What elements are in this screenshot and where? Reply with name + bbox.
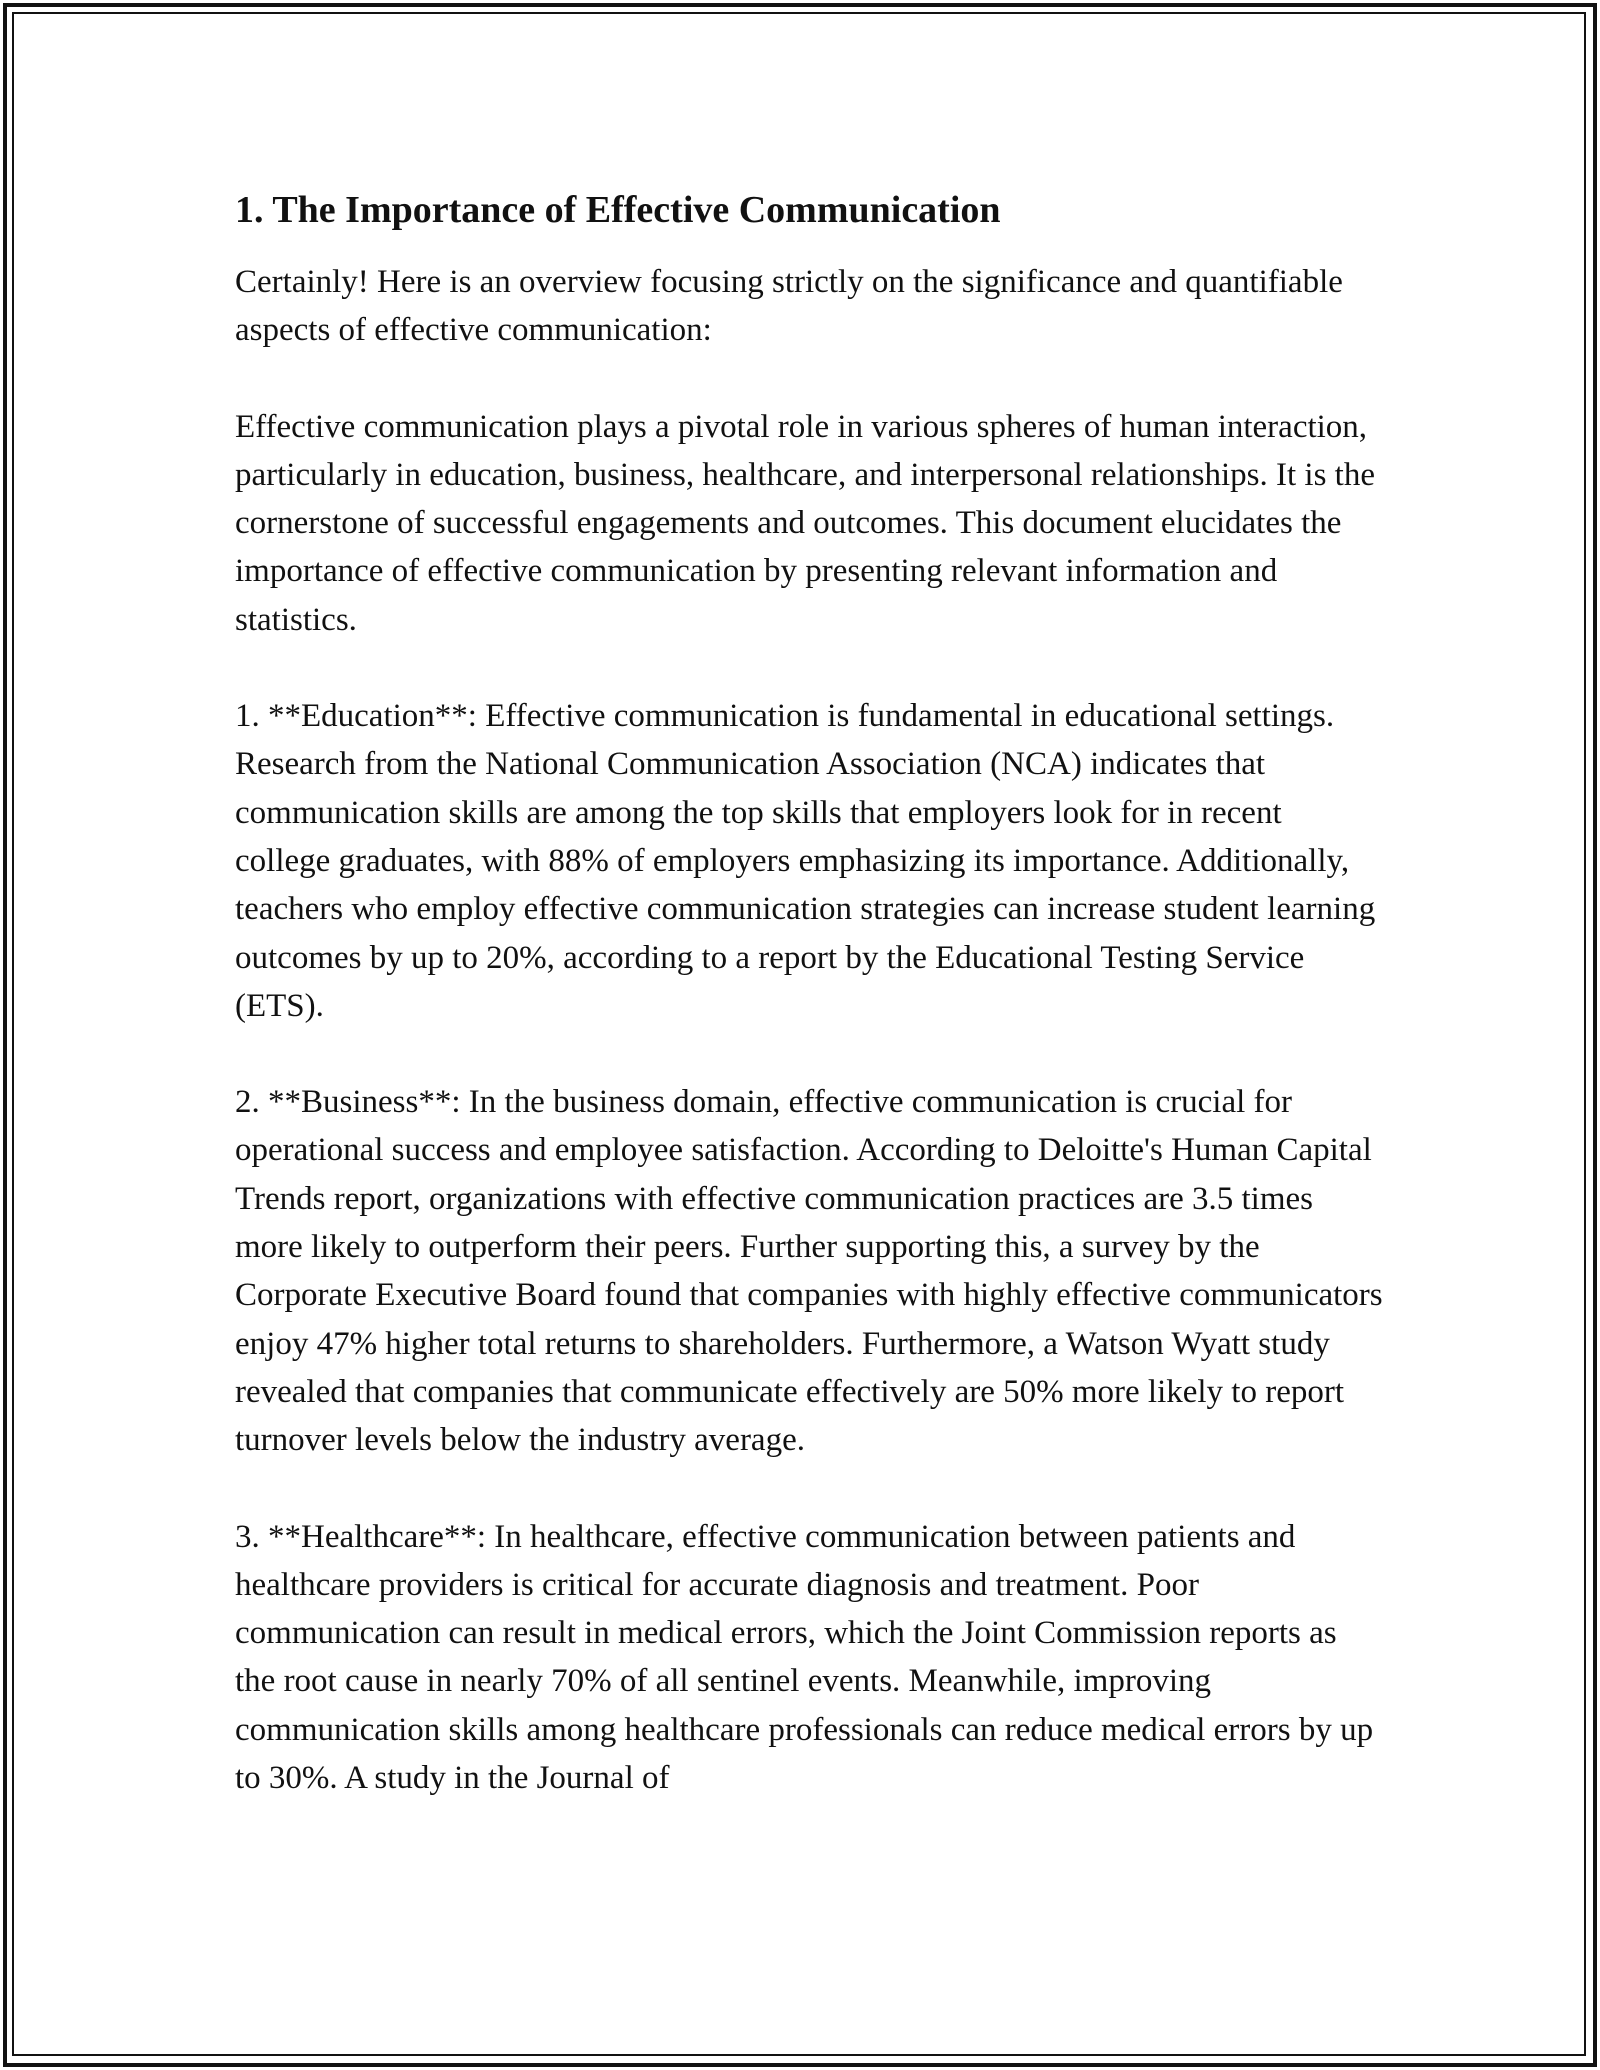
education-paragraph: 1. **Education**: Effective communication is fundamental in educational settings. Research from the National Communication Association (NCA) indicates that communication skills are among the top skills that employers look for in recent college graduates, with 88% of employers emphasizing its importance. Additionally, teachers who employ effective communication strategies can increase student learning outcomes by up to 20%, according to a report by the Educational Testing Service (ETS). [235,698,1376,1024]
business-paragraph: 2. **Business**: In the business domain, effective communication is crucial for operational success and employee satisfaction. According to Deloitte's Human Capital Trends report, organizations with effective communication practices are 3.5 times more likely to outperform their peers. Further supporting this, a survey by the Corporate Executive Board found that companies with highly effective communicators enjoy 47% higher total returns to shareholders. Furthermore, a Watson Wyatt study revealed that companies that communicate effectively are 50% more likely to report turnover levels below the industry average. [235,1084,1383,1459]
section-title: 1. The Importance of Effective Communication [235,189,1001,231]
intro-paragraph: Certainly! Here is an overview focusing strictly on the significance and quantifiable aspects of effective communication: [235,264,1343,349]
overview-paragraph: Effective communication plays a pivotal role in various spheres of human interaction, particularly in education, business, healthcare, and interpersonal relationships. It is the cornerstone of successful engagements and outcomes. This document elucidates the importance of effective communication by presenting relevant information and statistics. [235,408,1375,638]
healthcare-paragraph: 3. **Healthcare**: In healthcare, effective communication between patients and healthcare providers is critical for accurate diagnosis and treatment. Poor communication can result in medical errors, which the Joint Commission reports as the root cause in nearly 70% of all sentinel events. Meanwhile, improving communication skills among healthcare professionals can reduce medical errors by up to 30%. A study in the Journal of [235,1518,1374,1797]
document-body [235,186,1385,1802]
